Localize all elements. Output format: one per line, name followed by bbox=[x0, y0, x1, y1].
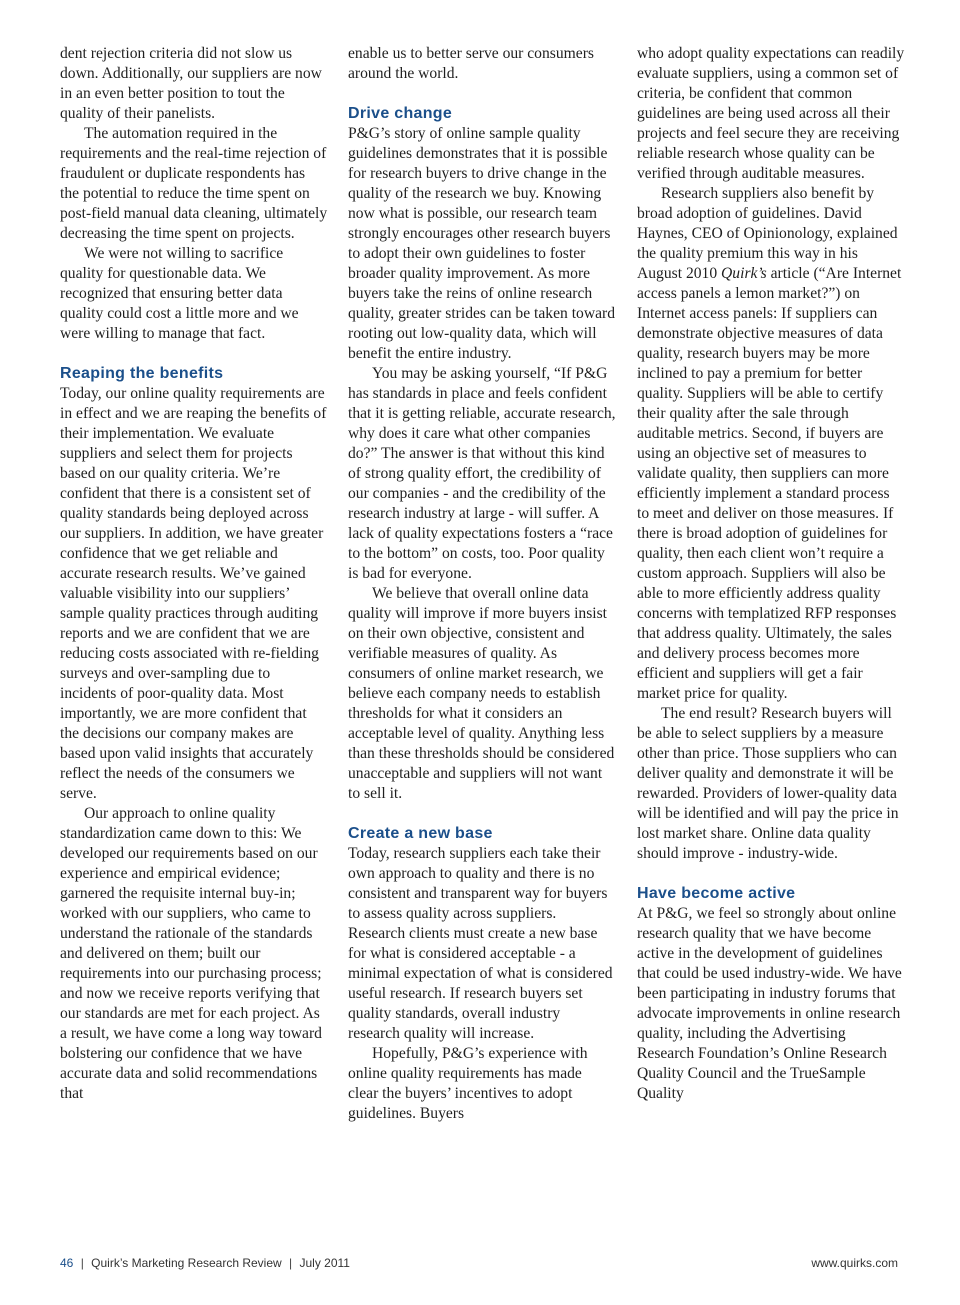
article-column-2 bbox=[348, 44, 616, 1124]
body-paragraph: We believe that overall online data quality will improve if more buyers insist on their own objective, consistent and verifiable measures of quality. As consumers of online market research, we believe each company needs to establish thresholds for what it considers an acceptable level of quality. Anything less than these thresholds should be considered unacceptable and suppliers will not want to sell it. bbox=[348, 585, 615, 802]
section-heading: Reaping the benefits bbox=[60, 365, 224, 382]
section-heading: Drive change bbox=[348, 105, 453, 122]
body-paragraph: P&G’s story of online sample quality guidelines demonstrates that it is possible for research buyers to drive change in the quality of the research we buy. Knowing now what is possible, our research team strongly encourages other research buyers to adopt their own guidelines to foster broader quality improvement. As more buyers take the reins of online research quality, greater strides can be taken toward rooting out low-quality data, which will benefit the entire industry. bbox=[348, 125, 616, 362]
footer-separator: | bbox=[80, 1256, 84, 1270]
article-column-3 bbox=[637, 44, 905, 1104]
body-paragraph: The automation required in the requirements and the real-time rejection of fraudulent or duplicate respondents has the potential to reduce the time spent on post-field manual data cleaning, ultimately decreasing the time spent on projects. bbox=[60, 125, 328, 242]
body-paragraph: Today, our online quality requirements are in effect and we are reaping the benefits of their implementation. We evaluate suppliers and select them for projects based on our quality criteria. We’re confident that there is a consistent set of quality standards being deployed across our suppliers. In addition, we have greater confidence that we get reliable and accurate research results. We’ve gained valuable visibility into our suppliers’ sample quality practices through auditing reports and we are confident that we are reducing costs associated with re-fielding surveys and over-sampling due to incidents of poor-quality data. Most importantly, we are more confident that the decisions our company makes are based upon valid insights that accurately reflect the needs of the consumers we serve. bbox=[60, 385, 327, 802]
issue-date: July 2011 bbox=[299, 1256, 350, 1270]
body-paragraph: dent rejection criteria did not slow us down. Additionally, our suppliers are now in an even better position to tout the quality of their panelists. bbox=[60, 45, 322, 122]
body-paragraph: Research suppliers also benefit by broad adoption of guidelines. David Haynes, CEO of Opinionology, explained the quality premium this way in his August 2010 Quirk’s article (“Are Internet access panels a lemon market?”) on Internet access panels: If suppliers can demonstrate objective measures of data quality, research buyers may be more inclined to pay a premium for better quality. Suppliers will be able to certify their quality after the sale through auditable metrics. Second, if buyers are using an objective set of measures to validate quality, then suppliers can more efficiently implement a standard process to meet and deliver on those measures. If there is broad adoption of guidelines for quality, then each client won’t require a custom approach. Suppliers will also be able to more efficiently address quality concerns with templatized RFP responses that address quality. Ultimately, the sales and delivery process becomes more efficient and suppliers will get a fair market price for quality. bbox=[637, 185, 902, 702]
body-paragraph: who adopt quality expectations can readily evaluate suppliers, using a common set of criteria, be confident that common guidelines are being used across all their projects and feel secure they are receiving reliable research whose quality can be verified through auditable measures. bbox=[637, 45, 905, 182]
body-paragraph: We were not willing to sacrifice quality for questionable data. We recognized that ensuring better data quality could cost a little more and we were willing to manage that fact. bbox=[60, 245, 299, 342]
body-paragraph: Hopefully, P&G’s experience with online quality requirements has made clear the buyers’ incentives to adopt guidelines. Buyers bbox=[348, 1045, 588, 1122]
body-paragraph: The end result? Research buyers will be able to select suppliers by a measure other than price. Those suppliers who can deliver quality and demonstrate it will be rewarded. Providers of lower-quality data will be identified and will pay the price in lost market share. Online data quality should improve - industry-wide. bbox=[637, 705, 899, 862]
publication-name: Quirk’s Marketing Research Review bbox=[91, 1256, 282, 1270]
body-paragraph: Today, research suppliers each take their own approach to quality and there is no consistent and transparent way for buyers to assess quality across suppliers. Research clients must create a new base for what is considered acceptable - a minimal expectation of what is considered useful research. If research buyers set quality standards, overall industry research quality will increase. bbox=[348, 845, 613, 1042]
section-heading: Create a new base bbox=[348, 825, 493, 842]
section-heading: Have become active bbox=[637, 885, 796, 902]
body-paragraph: You may be asking yourself, “If P&G has standards in place and feels confident that it is getting reliable, accurate research, why does it care what other companies do?” The answer is that without this kind of strong quality effort, the credibility of our companies - and the credibility of the research industry at large - will suffer. A lack of quality expectations fosters a “race to the bottom” on costs, too. Poor quality is bad for everyone. bbox=[348, 365, 616, 582]
page-footer bbox=[60, 1256, 898, 1274]
article-column-1 bbox=[60, 44, 328, 1104]
footer-separator-2: | bbox=[289, 1256, 293, 1270]
body-paragraph: At P&G, we feel so strongly about online research quality that we have become active in the development of guidelines that could be used industry-wide. We have been participating in industry forums that advocate improvements in online research quality, including the Advertising Research Foundation’s Online Research Quality Council and the TrueSample Quality bbox=[637, 905, 902, 1102]
body-paragraph: enable us to better serve our consumers around the world. bbox=[348, 45, 594, 82]
page-number: 46 bbox=[60, 1256, 74, 1270]
website-url: www.quirks.com bbox=[811, 1256, 898, 1270]
body-paragraph: Our approach to online quality standardization came down to this: We developed our requirements based on our experience and empirical evidence; garnered the requisite internal buy-in; worked with our suppliers, who came to understand the rationale of the standards and delivered on them; built our requirements into our purchasing process; and now we receive reports verifying that our standards are met for each project. As a result, we have come a long way toward bolstering our confidence that we have accurate data and solid recommendations that bbox=[60, 805, 322, 1102]
